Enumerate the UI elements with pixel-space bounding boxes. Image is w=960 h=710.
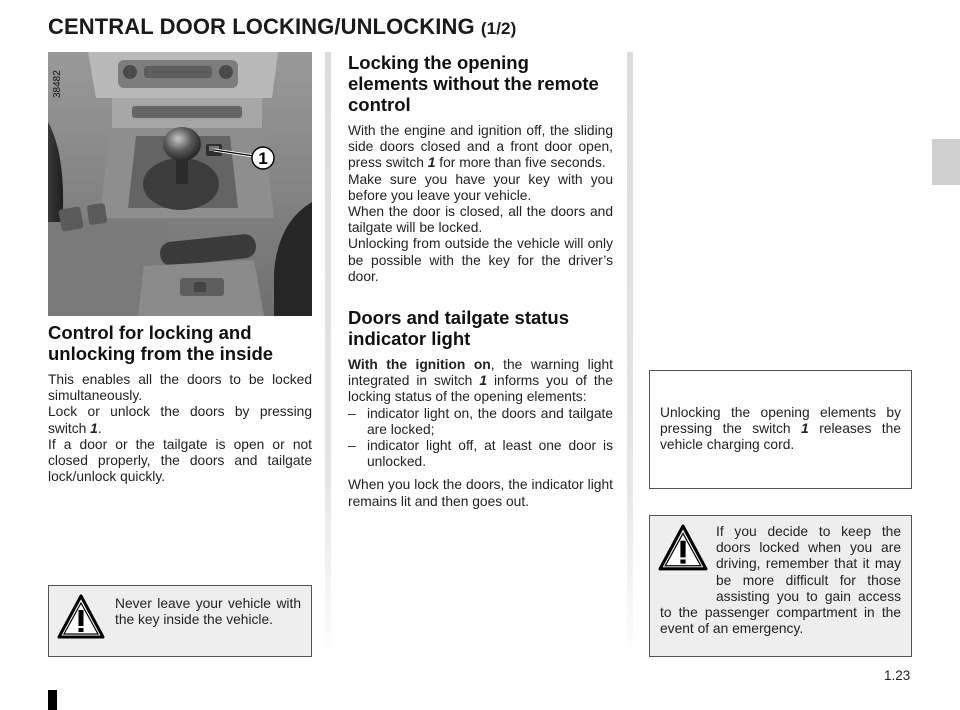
status-paragraph-1: With the ignition on, the warning light integrated in switch 1 informs you of the locking status of the opening elements: (348, 357, 613, 405)
status-heading: Doors and tailgate status indicator light (348, 307, 570, 350)
section-tab (932, 139, 960, 185)
control-heading: Control for locking and unlocking from the inside (48, 322, 274, 364)
list-item: – indicator light off, at least one door is unlocked. (348, 438, 613, 470)
warning-key-text: Never leave your vehicle with the key inside the vehicle. (115, 596, 301, 628)
callout-1: 1 (258, 149, 268, 168)
page-title (48, 14, 516, 40)
charging-note-box (649, 370, 912, 489)
control-paragraph-2: Lock or unlock the doors by pressing switch 1. (48, 404, 312, 436)
locking-heading: Locking the opening elements without the remote control (348, 52, 599, 115)
control-paragraph-1: This enables all the doors to be locked simultaneously. (48, 372, 312, 404)
page-title-text: CENTRAL DOOR LOCKING/UNLOCKING (48, 14, 475, 39)
control-paragraph-3: If a door or the tailgate is open or not closed properly, the doors and tailgate lock/unlock quickly. (48, 436, 312, 485)
dashboard-photo (48, 52, 312, 316)
column-divider-left (325, 52, 331, 662)
warning-emergency-text: If you decide to keep the doors locked when you are driving, remember that it may be more difficult for those assisting you to gain access to the passenger compartment in the event of an emergency. (660, 524, 901, 637)
footer-bar (48, 690, 57, 710)
column-divider-right (627, 52, 633, 662)
gear-lever-and-switch-illustration (48, 52, 312, 316)
locking-paragraph-4: Unlocking from outside the vehicle will only be possible with the key for the driver’s door. (348, 236, 613, 284)
figure-id: 38482 (52, 70, 63, 98)
page-number: 1.23 (884, 668, 911, 683)
list-item: – indicator light on, the doors and tailgate are locked; (348, 406, 613, 438)
locking-paragraph-1: With the engine and ignition off, the sliding side doors closed and a front door open, press switch 1 for more than five seconds. (348, 123, 613, 171)
locking-paragraph-2: Make sure you have your key with you before you leave your vehicle. (348, 171, 613, 203)
charging-note-text: Unlocking the opening elements by pressing the switch 1 releases the vehicle charging cord. (660, 405, 901, 453)
locking-paragraph-3: When the door is closed, all the doors and tailgate will be locked. (348, 204, 613, 236)
locking-section (348, 52, 613, 510)
control-section (48, 322, 312, 485)
warning-emergency-box (649, 515, 912, 657)
status-paragraph-2: When you lock the doors, the indicator light remains lit and then goes out. (348, 477, 613, 509)
status-list (348, 406, 613, 471)
warning-triangle-icon (57, 594, 105, 640)
page-title-part: (1/2) (480, 19, 517, 38)
warning-key-box (48, 585, 312, 657)
